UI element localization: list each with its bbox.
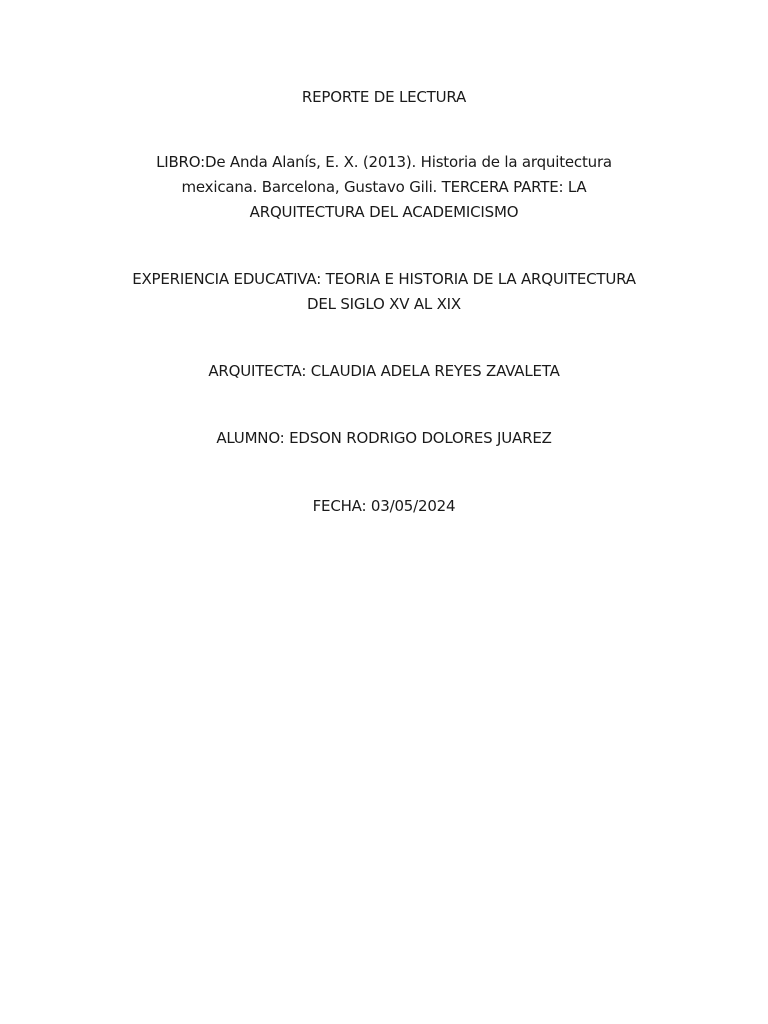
experiencia-line-1: EXPERIENCIA EDUCATIVA: TEORIA E HISTORIA DE LA ARQUITECTURA [132, 270, 636, 288]
fecha-line: FECHA: 03/05/2024 [312, 497, 456, 515]
arquitecta-line: ARQUITECTA: CLAUDIA ADELA REYES ZAVALETA [208, 362, 560, 380]
document-title: REPORTE DE LECTURA [301, 88, 467, 106]
libro-line-1: LIBRO:De Anda Alanís, E. X. (2013). Historia de la arquitectura [156, 153, 612, 171]
libro-line-3: ARQUITECTURA DEL ACADEMICISMO [249, 203, 519, 221]
alumno-line: ALUMNO: EDSON RODRIGO DOLORES JUAREZ [216, 429, 552, 447]
libro-line-2: mexicana. Barcelona, Gustavo Gili. TERCERA PARTE: LA [181, 178, 587, 196]
experiencia-line-2: DEL SIGLO XV AL XIX [307, 295, 461, 313]
